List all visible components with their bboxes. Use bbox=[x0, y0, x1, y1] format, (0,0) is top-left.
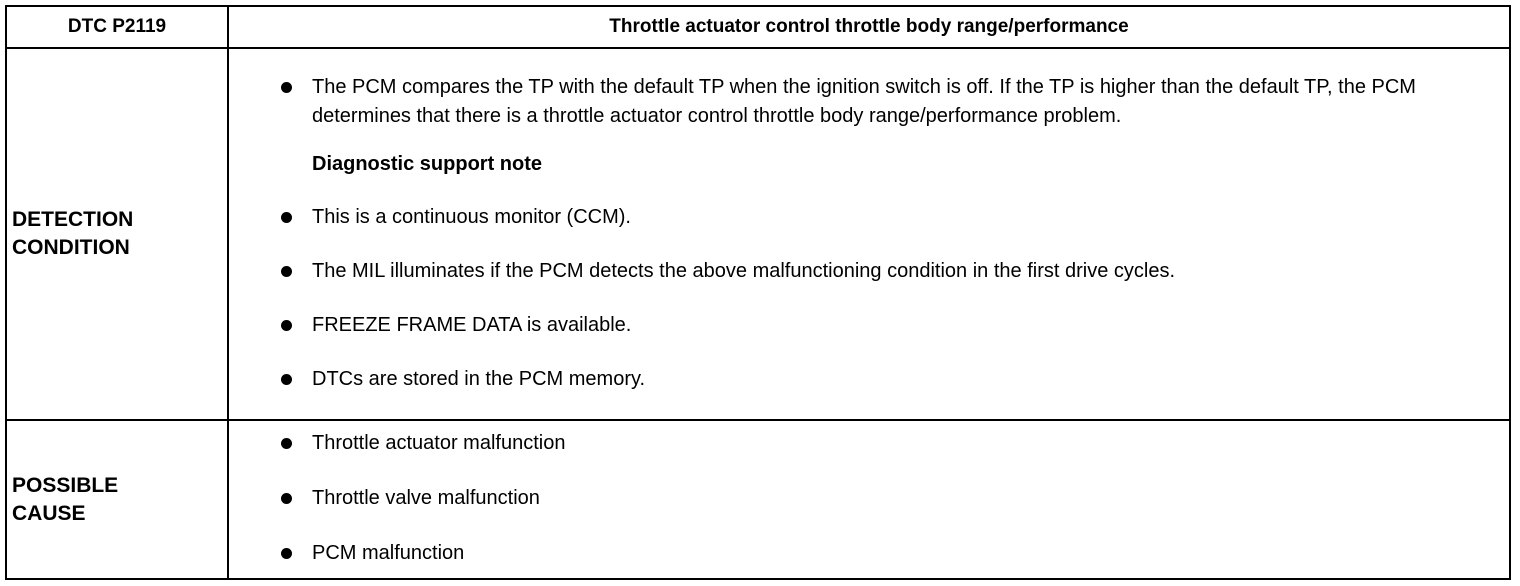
detection-intro-item bbox=[229, 73, 1509, 131]
bullet-icon bbox=[281, 548, 292, 559]
cause-text: Throttle actuator malfunction bbox=[312, 432, 566, 454]
detection-intro-text: The PCM compares the TP with the default TP when the ignition switch is off. If the TP is higher than the default TP, the PCM determines that there is a throttle actuator control throttle body range/performance problem. bbox=[312, 75, 1416, 127]
header-row bbox=[6, 6, 1510, 48]
detection-content-cell bbox=[228, 48, 1510, 420]
dtc-code: DTC P2119 bbox=[67, 16, 167, 37]
bullet-icon bbox=[281, 266, 292, 277]
detection-label-line2: CONDITION bbox=[12, 236, 130, 259]
cause-label-line1: POSSIBLE bbox=[12, 473, 119, 497]
bullet-icon bbox=[281, 212, 292, 223]
dtc-code-cell bbox=[6, 6, 228, 48]
bullet-icon bbox=[281, 374, 292, 385]
cause-row bbox=[6, 420, 1510, 579]
cause-label-cell bbox=[6, 420, 228, 579]
cause-text: PCM malfunction bbox=[312, 542, 465, 564]
bullet-icon bbox=[281, 438, 292, 449]
note-text: FREEZE FRAME DATA is available. bbox=[312, 313, 632, 336]
list-item bbox=[229, 365, 1509, 394]
bullet-icon bbox=[281, 493, 292, 504]
detection-block bbox=[229, 71, 1509, 398]
list-item bbox=[229, 257, 1509, 286]
list-item bbox=[229, 311, 1509, 340]
note-text: DTCs are stored in the PCM memory. bbox=[312, 367, 646, 390]
dtc-title: Throttle actuator control throttle body range/performance bbox=[609, 16, 1129, 37]
list-item bbox=[229, 203, 1509, 232]
list-item bbox=[229, 484, 1509, 513]
dtc-title-cell bbox=[228, 6, 1510, 48]
bullet-icon bbox=[281, 320, 292, 331]
list-item bbox=[229, 539, 1509, 568]
bullet-icon bbox=[281, 82, 292, 93]
note-text: The MIL illuminates if the PCM detects the above malfunctioning condition in the first drive cycles. bbox=[312, 259, 1175, 282]
cause-content-cell bbox=[228, 420, 1510, 579]
detection-row bbox=[6, 48, 1510, 420]
diagnostic-note-heading: Diagnostic support note bbox=[312, 152, 542, 175]
dtc-table bbox=[5, 5, 1511, 580]
list-item bbox=[229, 429, 1509, 458]
detection-label-cell bbox=[6, 48, 228, 420]
note-text: This is a continuous monitor (CCM). bbox=[312, 205, 631, 228]
cause-label-line2: CAUSE bbox=[12, 501, 86, 525]
cause-block bbox=[229, 429, 1509, 570]
cause-text: Throttle valve malfunction bbox=[312, 487, 540, 509]
detection-label-line1: DETECTION bbox=[12, 208, 134, 231]
